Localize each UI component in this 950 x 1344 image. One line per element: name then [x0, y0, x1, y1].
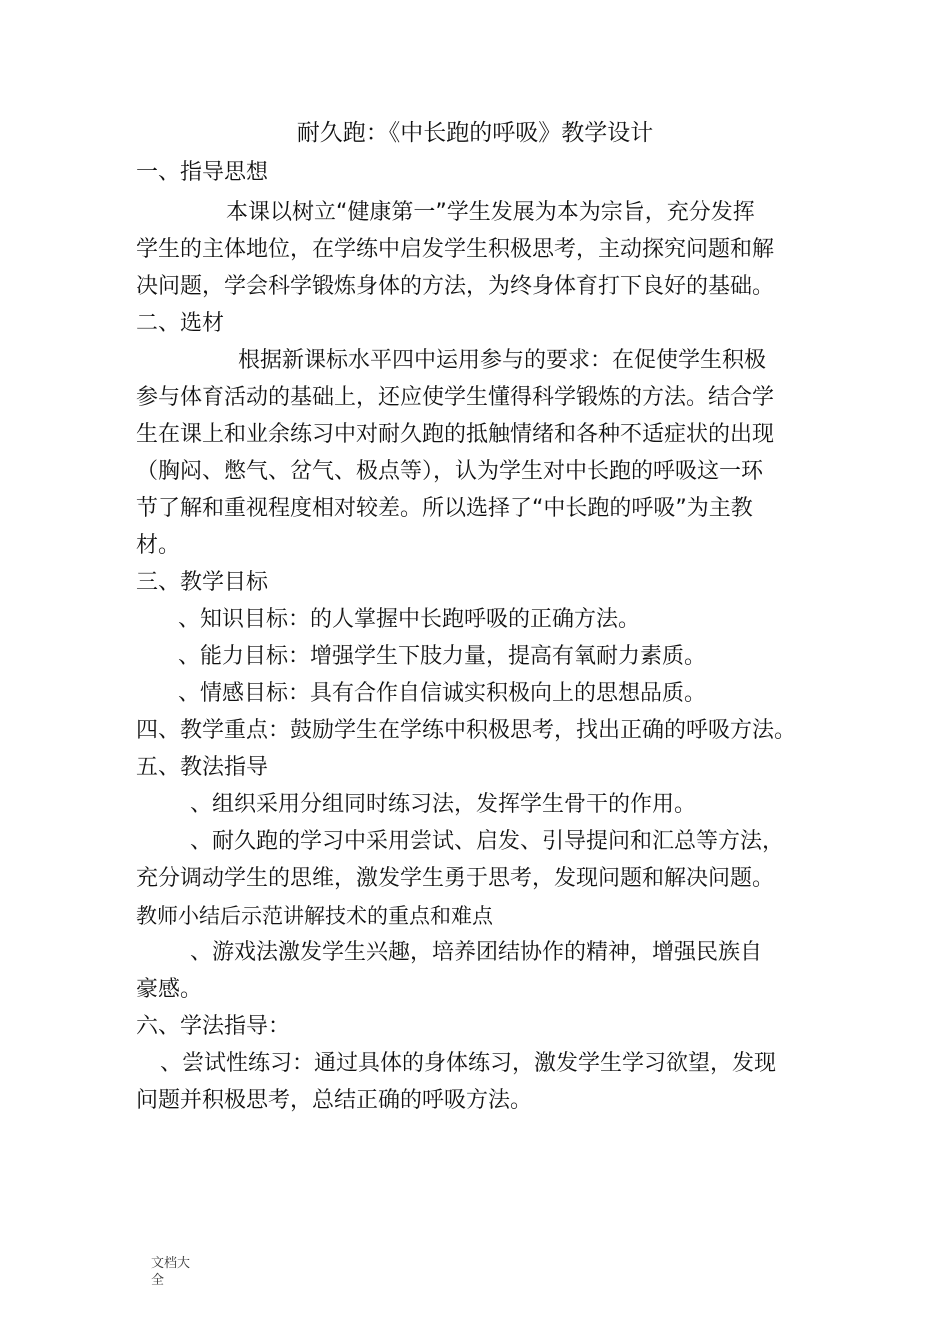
- document-title: 耐久跑：《中长跑的呼吸》教学设计: [296, 120, 654, 146]
- paragraph-line: 本课以树立“健康第一”学生发展为本为宗旨，充分发挥: [226, 200, 755, 225]
- section-heading-material-selection: 二、选材: [136, 311, 225, 336]
- list-item: 、耐久跑的学习中采用尝试、启发、引导提问和汇总等方法，: [190, 829, 785, 854]
- section-heading-teaching-goals: 三、教学目标: [136, 570, 269, 595]
- list-item: 、知识目标：的人掌握中长跑呼吸的正确方法。: [178, 607, 641, 632]
- paragraph-line: 豪感。: [136, 977, 203, 1002]
- paragraph-line: 生在课上和业余练习中对耐久跑的抵触情绪和各种不适症状的出现: [136, 422, 775, 447]
- footer-text: 全: [151, 1273, 165, 1288]
- paragraph-line: 材。: [136, 533, 181, 558]
- paragraph-line: 根据新课标水平四中运用参与的要求：在促使学生积极: [238, 348, 767, 373]
- list-item: 、能力目标：增强学生下肢力量，提高有氧耐力素质。: [178, 644, 707, 669]
- paragraph-line: 充分调动学生的思维，激发学生勇于思考，发现问题和解决问题。: [136, 866, 775, 891]
- paragraph-line: （胸闷、憋气、岔气、极点等），认为学生对中长跑的呼吸这一环: [136, 459, 764, 484]
- section-heading-teaching-focus: 四、教学重点：鼓励学生在学练中积极思考，找出正确的呼吸方法。: [136, 718, 797, 743]
- list-item: 、尝试性练习：通过具体的身体练习，激发学生学习欲望，发现: [160, 1051, 777, 1076]
- section-heading-teaching-method: 五、教法指导: [136, 755, 269, 780]
- list-item: 、组织采用分组同时练习法，发挥学生骨干的作用。: [190, 792, 697, 817]
- section-heading-learning-method: 六、学法指导：: [136, 1014, 291, 1039]
- paragraph-line: 节了解和重视程度相对较差。所以选择了“中长跑的呼吸”为主教: [136, 496, 753, 521]
- section-heading-guiding-thought: 一、指导思想: [136, 160, 269, 185]
- footer-text: 文档大: [151, 1256, 191, 1271]
- paragraph-line: 学生的主体地位，在学练中启发学生积极思考，主动探究问题和解: [136, 237, 775, 262]
- paragraph-line: 决问题，学会科学锻炼身体的方法，为终身体育打下良好的基础。: [136, 274, 775, 299]
- paragraph-line: 问题并积极思考，总结正确的呼吸方法。: [136, 1088, 533, 1113]
- paragraph-line: 参与体育活动的基础上，还应使学生懂得科学锻炼的方法。结合学: [136, 385, 775, 410]
- list-item: 、游戏法激发学生兴趣，培养团结协作的精神，增强民族自: [190, 940, 763, 965]
- paragraph-line: 教师小结后示范讲解技术的重点和难点: [136, 904, 493, 928]
- list-item: 、情感目标：具有合作自信诚实积极向上的思想品质。: [178, 681, 707, 706]
